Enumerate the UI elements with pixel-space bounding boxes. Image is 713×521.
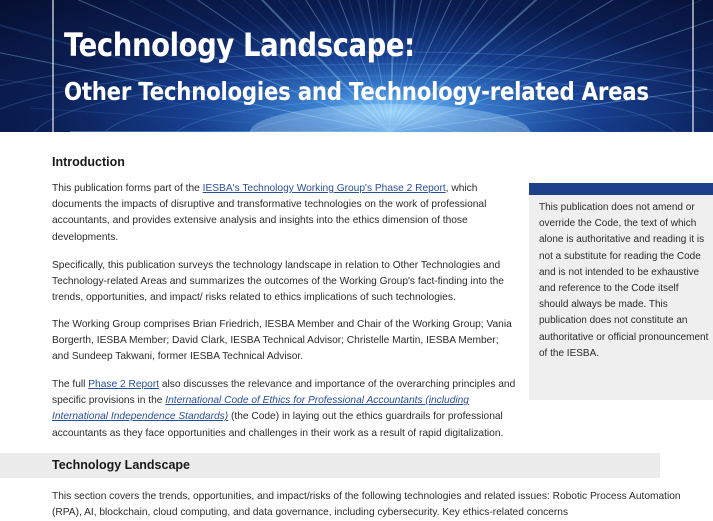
- technology-landscape-heading: Technology Landscape: [52, 458, 190, 472]
- sidebar-accent-bar: [529, 183, 713, 195]
- intro-paragraph-1: [52, 181, 518, 246]
- technology-landscape-section-band: [0, 453, 660, 478]
- landscape-paragraph-1: This section covers the trends, opportunities, and impact/risks of the following technologies and related issues: Robotic Process Automation (RPA), AI, blockchain, cloud computing, and data governance, including cybersecurity. Key ethics-related concerns: [52, 491, 681, 519]
- light-glow: [250, 104, 530, 132]
- banner-light-rays: [0, 0, 713, 132]
- page-title: Technology Landscape:: [64, 26, 415, 64]
- disclaimer-text: This publication does not amend or override the Code, the text of which alone is authoritative and reading it is not a substitute for reading the Code and is not intended to be exhaustive and reference to the Code itself should always be made. This publication does not constitute an authoritative or official pronouncement of the IESBA.: [539, 202, 709, 359]
- code-of-ethics-link[interactable]: International Code of Ethics for Professional Accountants (including International Independence Standards): [52, 395, 469, 423]
- intro-p1-text-after: , which documents the impacts of disruptive and transformative technologies on the work of professional accountants, and provides extensive analysis and insights into the ethics dimension of those developments.: [52, 183, 487, 243]
- phase2-report-link-2[interactable]: Phase 2 Report: [88, 379, 160, 390]
- page-subtitle: Other Technologies and Technology-related Areas: [64, 77, 649, 106]
- introduction-heading: Introduction: [52, 155, 125, 169]
- intro-p4-text-a: The full: [52, 379, 89, 390]
- intro-p1-text-before: This publication forms part of the: [52, 183, 203, 194]
- phase2-report-link[interactable]: IESBA's Technology Working Group's Phase 2 Report: [202, 183, 446, 194]
- intro-paragraph-2: Specifically, this publication surveys the technology landscape in relation to Other Technologies and Technology-related Areas and summarizes the outcomes of the Working Group's fact-finding into the trends, opportunities, and impact/ risks related to ethics implications of such technologies.: [52, 260, 504, 304]
- banner-frame-line-left: [52, 0, 54, 132]
- intro-p4-text-b: also discusses the relevance and importance of the overarching principles and specific provisions in the: [52, 379, 516, 407]
- disclaimer-sidebar: [529, 183, 713, 400]
- intro-paragraph-4: [52, 377, 518, 442]
- intro-paragraph-3: The Working Group comprises Brian Friedrich, IESBA Member and Chair of the Working Group; Vania Borgerth, IESBA Member; David Clark, IESBA Technical Advisor; Christelle Martin, IESBA Member; and Sundeep Takwani, former IESBA Technical Advisor.: [52, 319, 512, 363]
- intro-p4-text-c: (the Code) in laying out the ethics guardrails for professional accountants as they face opportunities and challenges in their work as a result of rapid digitalization.: [52, 411, 504, 439]
- header-banner: [0, 0, 713, 132]
- banner-frame-line-right: [692, 0, 694, 132]
